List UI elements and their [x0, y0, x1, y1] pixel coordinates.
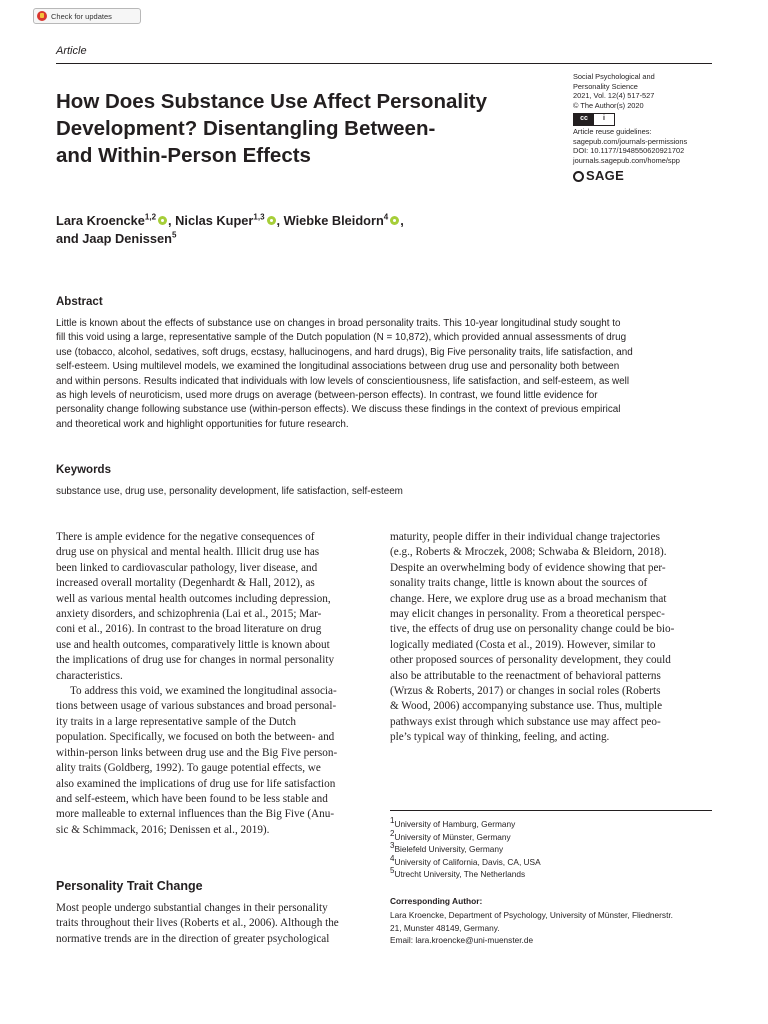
- affiliation-text: Utrecht University, The Netherlands: [394, 869, 526, 880]
- affiliation-marker: 5: [390, 866, 395, 876]
- title-line: How Does Substance Use Affect Personality: [56, 90, 488, 113]
- paragraph-line: more malleable to external influences than the Big Five (Anu-: [56, 808, 335, 821]
- paragraph-line: traits throughout their lives (Roberts et al., 2006). Although the: [56, 917, 339, 930]
- corresponding-email[interactable]: Email: lara.kroencke@uni-muenster.de: [390, 935, 534, 946]
- paragraph-line: increased overall mortality (Degenhardt & Hall, 2012), as: [56, 577, 315, 590]
- paragraph-line: normative trends are in the direction of greater psychological: [56, 932, 330, 945]
- paragraph-line: may elicit changes in personality. From a theoretical perspec-: [390, 608, 665, 621]
- paragraph-line: sic & Schimmack, 2016; Denissen et al., 2019).: [56, 823, 270, 836]
- attribution-mark: i: [603, 115, 605, 123]
- paragraph-line: also be attributable to the reenactment of behavioral patterns: [390, 669, 661, 682]
- affiliation-item: [390, 868, 541, 881]
- affiliation-text: University of Hamburg, Germany: [394, 819, 516, 829]
- author-name: , Wiebke Bleidorn: [276, 213, 384, 228]
- article-title: [56, 88, 556, 169]
- paragraph-line: population. Specifically, we focused on both the between- and: [56, 731, 335, 744]
- author-affiliation-marker: 1,3: [253, 212, 265, 222]
- journal-line: © The Author(s) 2020: [573, 101, 644, 111]
- affiliations: [390, 818, 541, 881]
- paragraph-line: ity traits in a large representative sample of the Dutch: [56, 715, 296, 728]
- paragraph-line: To address this void, we examined the longitudinal associa-: [70, 685, 337, 698]
- paragraph-line: ality traits (Goldberg, 1992). To gauge potential effects, we: [56, 762, 321, 775]
- journal-info: [573, 72, 723, 182]
- paragraph-line: characteristics.: [56, 669, 123, 682]
- header-divider: [56, 63, 712, 64]
- paragraph-line: tions between usage of various substances and broad personal-: [56, 700, 337, 713]
- affiliation-text: University of Münster, Germany: [394, 831, 511, 842]
- orcid-icon[interactable]: [158, 216, 167, 225]
- body-column-right: [390, 530, 712, 746]
- check-for-updates-label: Check for updates: [51, 11, 112, 21]
- section-heading: Personality Trait Change: [56, 879, 203, 893]
- paragraph-line: change. Here, we explore drug use as a broad mechanism that: [390, 592, 667, 605]
- affiliation-item: [390, 818, 541, 831]
- check-for-updates-button[interactable]: [33, 8, 141, 24]
- affiliation-text: University of California, Davis, CA, USA: [394, 856, 541, 867]
- paragraph-line: use and health outcomes, comparatively little is known about: [56, 638, 330, 651]
- keywords-list: substance use, drug use, personality development, life satisfaction, self-esteem: [56, 486, 403, 497]
- paragraph-line: also examined the implications of drug use for life satisfaction: [56, 777, 336, 790]
- crossmark-icon: [37, 11, 47, 21]
- abstract-line: use (tobacco, alcohol, sedatives, soft drugs, ecstasy, hallucinogens, and hard drugs), Big Five personality traits, life satisfaction, and: [56, 346, 633, 358]
- author-name: Lara Kroencke: [56, 213, 145, 228]
- affiliation-marker: 3: [390, 841, 395, 851]
- journal-line: Social Psychological and: [573, 72, 655, 81]
- affiliation-marker: 1: [390, 816, 395, 826]
- reuse-guidelines-label: Article reuse guidelines:: [573, 126, 652, 136]
- paragraph-line: logically mediated (Costa et al., 2019). However, similar to: [390, 638, 656, 651]
- affiliation-marker: 4: [390, 854, 395, 864]
- author-name: , Niclas Kuper: [168, 213, 254, 228]
- journal-line: Personality Science: [573, 81, 638, 91]
- abstract-line: fill this void using a large, representative sample of the Dutch population (N = 10,872), which provided annual assessments of drug: [56, 332, 627, 344]
- abstract-heading: Abstract: [56, 296, 103, 308]
- creative-commons-icon: [573, 113, 615, 126]
- corresponding-author-heading: Corresponding Author:: [390, 896, 483, 906]
- paragraph-line: coni et al., 2016). In contrast to the broad literature on drug: [56, 623, 322, 636]
- paragraph-line: pathways exist through which substance use may affect peo-: [390, 715, 661, 728]
- author-list: [56, 212, 404, 248]
- corresponding-line: Lara Kroencke, Department of Psychology, University of Münster, Fliednerstr.: [390, 910, 673, 920]
- abstract-line: as high levels of neuroticism, used more drugs on average (between-person effects). In contrast, we found little evidence for: [56, 390, 598, 402]
- doi-link[interactable]: DOI: 10.1177/1948550620921702: [573, 146, 685, 156]
- abstract-line: and theoretical work and highlight opportunities for future research.: [56, 418, 349, 430]
- journal-homepage-link[interactable]: journals.sagepub.com/home/spp: [573, 155, 680, 165]
- keywords-heading: Keywords: [56, 464, 111, 476]
- article-type-label: Article: [56, 45, 87, 57]
- paragraph-line: & Wood, 2006) accompanying substance use. Thus, multiple: [390, 700, 663, 713]
- author-affiliation-marker: 1,2: [144, 212, 157, 222]
- body-column-left-continued: [56, 901, 378, 947]
- abstract-body: [56, 317, 716, 432]
- corresponding-author-details: [390, 909, 673, 947]
- body-column-left: [56, 530, 378, 838]
- paragraph-line: (e.g., Roberts & Mroczek, 2008; Schwaba & Bleidorn, 2018).: [390, 546, 667, 559]
- affiliation-item: [390, 856, 541, 869]
- journal-line: 2021, Vol. 12(4) 517-527: [573, 91, 655, 101]
- paragraph-line: (Wrzus & Roberts, 2017) or changes in social roles (Roberts: [390, 685, 661, 698]
- sage-logo: [573, 168, 723, 184]
- publisher-name: SAGE: [586, 168, 625, 184]
- abstract-line: Little is known about the effects of substance use on changes in broad personality traits. This 10-year longitudinal study sought to: [56, 318, 621, 329]
- author-affiliation-marker: 4: [383, 212, 389, 222]
- paragraph-line: Despite an overwhelming body of evidence showing that per-: [390, 561, 666, 574]
- orcid-icon[interactable]: [390, 216, 399, 225]
- title-line: Development? Disentangling Between-: [56, 117, 436, 140]
- affiliation-text: Bielefeld University, Germany: [394, 844, 504, 855]
- footnote-divider: [390, 810, 712, 811]
- paragraph-line: other proposed sources of personality development, they could: [390, 654, 671, 667]
- paragraph-line: and self-esteem, which have been found to be less stable and: [56, 792, 328, 805]
- abstract-line: self-esteem. Using multilevel models, we examined the longitudinal associations between drug use and personality both between: [56, 361, 620, 373]
- affiliation-item: [390, 828, 541, 844]
- affiliation-item: [390, 843, 541, 856]
- paragraph-line: tive, the effects of drug use on personality change could be bio-: [390, 623, 675, 636]
- title-line: and Within-Person Effects: [56, 144, 311, 167]
- sage-ring-icon: [573, 171, 584, 182]
- author-name: and Jaap Denissen: [56, 231, 172, 246]
- paragraph-line: well as various mental health outcomes including depression,: [56, 592, 331, 605]
- paragraph-line: drug use on physical and mental health. Illicit drug use has: [56, 546, 320, 559]
- author-affiliation-marker: 5: [171, 230, 177, 240]
- paragraph-line: Most people undergo substantial changes in their personality: [56, 902, 328, 914]
- cc-mark: cc: [574, 114, 594, 125]
- paragraph-line: the implications of drug use for changes in normal personality: [56, 654, 335, 667]
- paragraph-line: sonality traits change, little is known about the sources of: [390, 577, 648, 590]
- permissions-link[interactable]: sagepub.com/journals-permissions: [573, 136, 688, 146]
- paragraph-line: ple’s typical way of thinking, feeling, and acting.: [390, 731, 610, 744]
- paragraph-line: anxiety disorders, and schizophrenia (Lai et al., 2015; Mar-: [56, 608, 322, 621]
- paragraph-line: been linked to cardiovascular pathology, liver disease, and: [56, 561, 318, 574]
- abstract-line: personality change following substance use (within-person effects). We discuss these findings in the context of previous empirical: [56, 404, 621, 416]
- orcid-icon[interactable]: [267, 216, 276, 225]
- paragraph-line: maturity, people differ in their individual change trajectories: [390, 531, 660, 543]
- corresponding-line: 21, Munster 48149, Germany.: [390, 922, 500, 933]
- author-separator: ,: [400, 213, 404, 228]
- affiliation-marker: 2: [390, 828, 395, 838]
- paragraph-line: within-person links between drug use and the Big Five person-: [56, 746, 338, 759]
- abstract-line: and within persons. Results indicated that individuals with low levels of conscientiousness, life satisfaction, and self-esteem, as well: [56, 375, 630, 387]
- paragraph-line: There is ample evidence for the negative consequences of: [56, 531, 315, 543]
